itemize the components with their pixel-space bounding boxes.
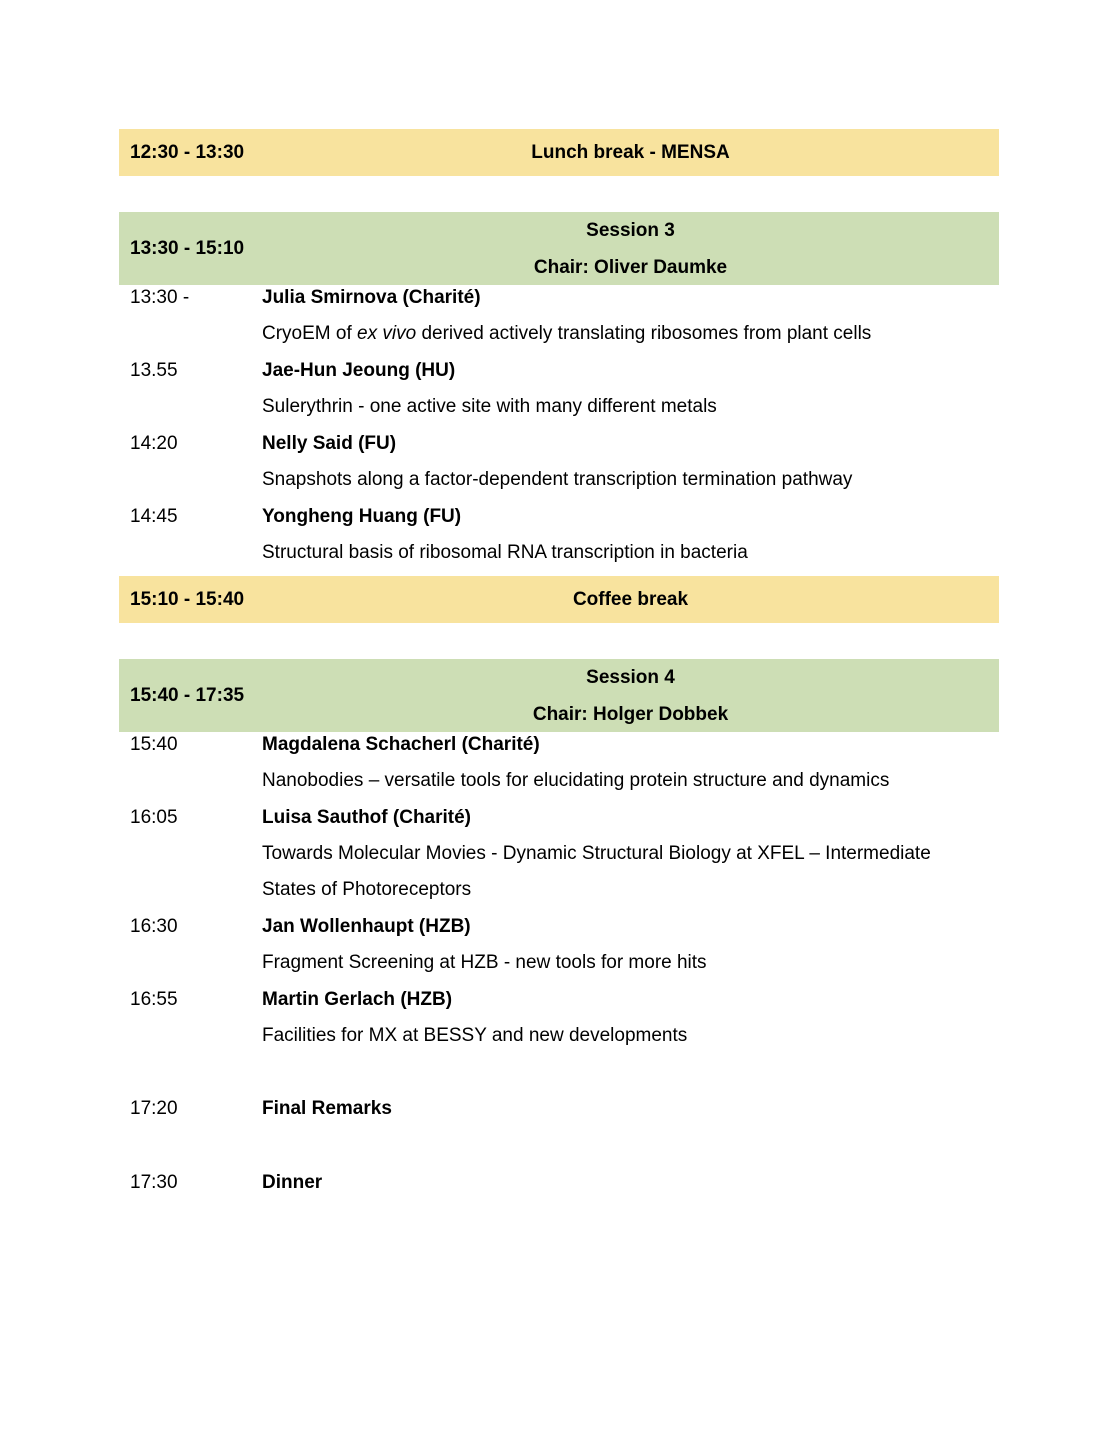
talk-speaker: Yongheng Huang (FU) xyxy=(262,506,462,527)
talk-speaker: Jan Wollenhaupt (HZB) xyxy=(262,916,471,937)
session-3-header xyxy=(119,212,999,285)
talk-speaker: Magdalena Schacherl (Charité) xyxy=(262,734,540,755)
talk-title xyxy=(262,316,871,352)
talk-speaker: Luisa Sauthof (Charité) xyxy=(262,807,472,828)
coffee-break-time: 15:10 - 15:40 xyxy=(130,589,245,610)
talk-time: 13.55 xyxy=(130,360,178,381)
talk-speaker: Jae-Hun Jeoung (HU) xyxy=(262,360,456,381)
talk-time: 14:20 xyxy=(130,433,178,454)
coffee-break-title: Coffee break xyxy=(572,589,689,610)
talk-title: Snapshots along a factor-dependent transcription termination pathway xyxy=(262,469,853,490)
lunch-break-time: 12:30 - 13:30 xyxy=(130,142,245,163)
lunch-break-title: Lunch break - MENSA xyxy=(531,142,730,163)
talk-speaker: Nelly Said (FU) xyxy=(262,433,397,454)
session-3-time: 13:30 - 15:10 xyxy=(130,238,245,259)
talk-time: 16:05 xyxy=(130,807,178,828)
talk-speaker: Martin Gerlach (HZB) xyxy=(262,989,453,1010)
dinner-label: Dinner xyxy=(262,1172,323,1193)
lunch-break-bar xyxy=(119,129,999,176)
talk-time: 15:40 xyxy=(130,734,178,755)
talk-time: 16:55 xyxy=(130,989,178,1010)
session-4-title: Session 4 xyxy=(586,667,675,688)
dinner-time: 17:30 xyxy=(130,1172,178,1193)
session-4-time: 15:40 - 17:35 xyxy=(130,685,245,706)
talk-title-part: CryoEM of xyxy=(262,323,358,344)
final-remarks-time: 17:20 xyxy=(130,1098,178,1119)
talk-time: 13:30 - xyxy=(130,287,190,308)
coffee-break-bar xyxy=(119,576,999,623)
talk-speaker: Julia Smirnova (Charité) xyxy=(262,287,481,308)
session-3-chair: Chair: Oliver Daumke xyxy=(533,257,728,278)
final-remarks-label: Final Remarks xyxy=(262,1098,392,1119)
talk-title-italic: ex vivo xyxy=(357,323,417,344)
talk-title: Sulerythrin - one active site with many different metals xyxy=(262,396,717,417)
session-4-header xyxy=(119,659,999,732)
talk-title-continued: States of Photoreceptors xyxy=(262,879,472,900)
session-3-title: Session 3 xyxy=(586,220,675,241)
talk-title-part: derived actively translating ribosomes from plant cells xyxy=(416,323,872,344)
talk-title: Structural basis of ribosomal RNA transcription in bacteria xyxy=(262,542,748,563)
talk-time: 16:30 xyxy=(130,916,178,937)
talk-title: Nanobodies – versatile tools for elucidating protein structure and dynamics xyxy=(262,770,890,791)
talk-time: 14:45 xyxy=(130,506,178,527)
talk-title: Towards Molecular Movies - Dynamic Structural Biology at XFEL – Intermediate xyxy=(262,843,931,864)
talk-title: Fragment Screening at HZB - new tools for more hits xyxy=(262,952,707,973)
talk-title: Facilities for MX at BESSY and new developments xyxy=(262,1025,688,1046)
session-4-chair: Chair: Holger Dobbek xyxy=(532,704,729,725)
